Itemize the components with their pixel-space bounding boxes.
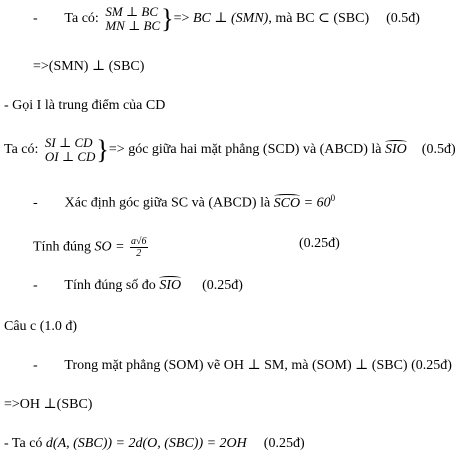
prefix-ta-co: - Ta có xyxy=(4,436,46,451)
distance-formula: d(A, (SBC)) = 2d(O, (SBC)) = 2OH xyxy=(45,436,247,451)
line-9 xyxy=(33,358,452,374)
dash: - xyxy=(33,358,38,373)
score-l6: (0.25đ) xyxy=(299,236,340,251)
statement: Xác định góc giữa SC và (ABCD) là xyxy=(64,195,274,211)
right-brace: } xyxy=(96,134,109,165)
condition-1: SM ⊥ BC xyxy=(105,4,158,19)
line-1 xyxy=(33,5,420,33)
score: (0.5đ) xyxy=(421,142,456,158)
angle-sio: SIO xyxy=(385,142,407,158)
score: (0.5đ) xyxy=(386,11,420,27)
line-2: =>(SMN) ⊥ (SBC) xyxy=(33,59,145,74)
line-4 xyxy=(4,136,456,164)
condition-system xyxy=(105,5,160,33)
fraction xyxy=(130,236,148,259)
condition-2: MN ⊥ BC xyxy=(105,18,161,33)
score: (0.25đ) xyxy=(263,436,305,451)
right-brace: } xyxy=(161,3,174,34)
conclusion: BC ⊥ (SMN) xyxy=(192,11,269,27)
so-equals: SO = xyxy=(94,239,129,255)
prefix-ta-co: Ta có: xyxy=(64,11,99,27)
line-7 xyxy=(33,278,243,294)
dash: - xyxy=(33,278,38,293)
condition-2: OI ⊥ CD xyxy=(44,149,96,164)
line-11 xyxy=(4,436,305,452)
statement: Tính đúng số đo xyxy=(64,278,160,293)
line-6 xyxy=(33,236,148,259)
dash: - xyxy=(33,11,38,27)
statement: Tính đúng xyxy=(33,239,95,255)
numerator: a√6 xyxy=(131,236,147,247)
dash: - xyxy=(33,195,38,211)
note: , mà BC ⊂ (SBC) xyxy=(268,11,370,27)
conclusion-text: => góc giữa hai mặt phẳng (SCD) và (ABCD) là xyxy=(108,142,386,158)
line-10: =>OH ⊥(SBC) xyxy=(4,397,93,412)
line-8: Câu c (1.0 đ) xyxy=(4,319,78,334)
angle-sio: SIO xyxy=(159,278,182,293)
score: (0.25đ) xyxy=(202,278,243,293)
line-3: - Gọi I là trung điểm của CD xyxy=(4,98,166,113)
angle-sco: SCO xyxy=(273,195,301,211)
statement: Trong mặt phẳng (SOM) vẽ OH ⊥ SM, mà (SOM) ⊥ (SBC) (0.25đ) xyxy=(64,358,452,373)
prefix-ta-co: Ta có: xyxy=(4,142,39,158)
condition-system xyxy=(45,136,96,164)
degree-sup: 0 xyxy=(330,193,336,203)
condition-1: SI ⊥ CD xyxy=(44,135,93,150)
equals-value: = 60 xyxy=(300,195,331,211)
line-5 xyxy=(33,190,335,212)
denominator: 2 xyxy=(136,248,142,259)
implies-arrow: => xyxy=(173,11,193,27)
